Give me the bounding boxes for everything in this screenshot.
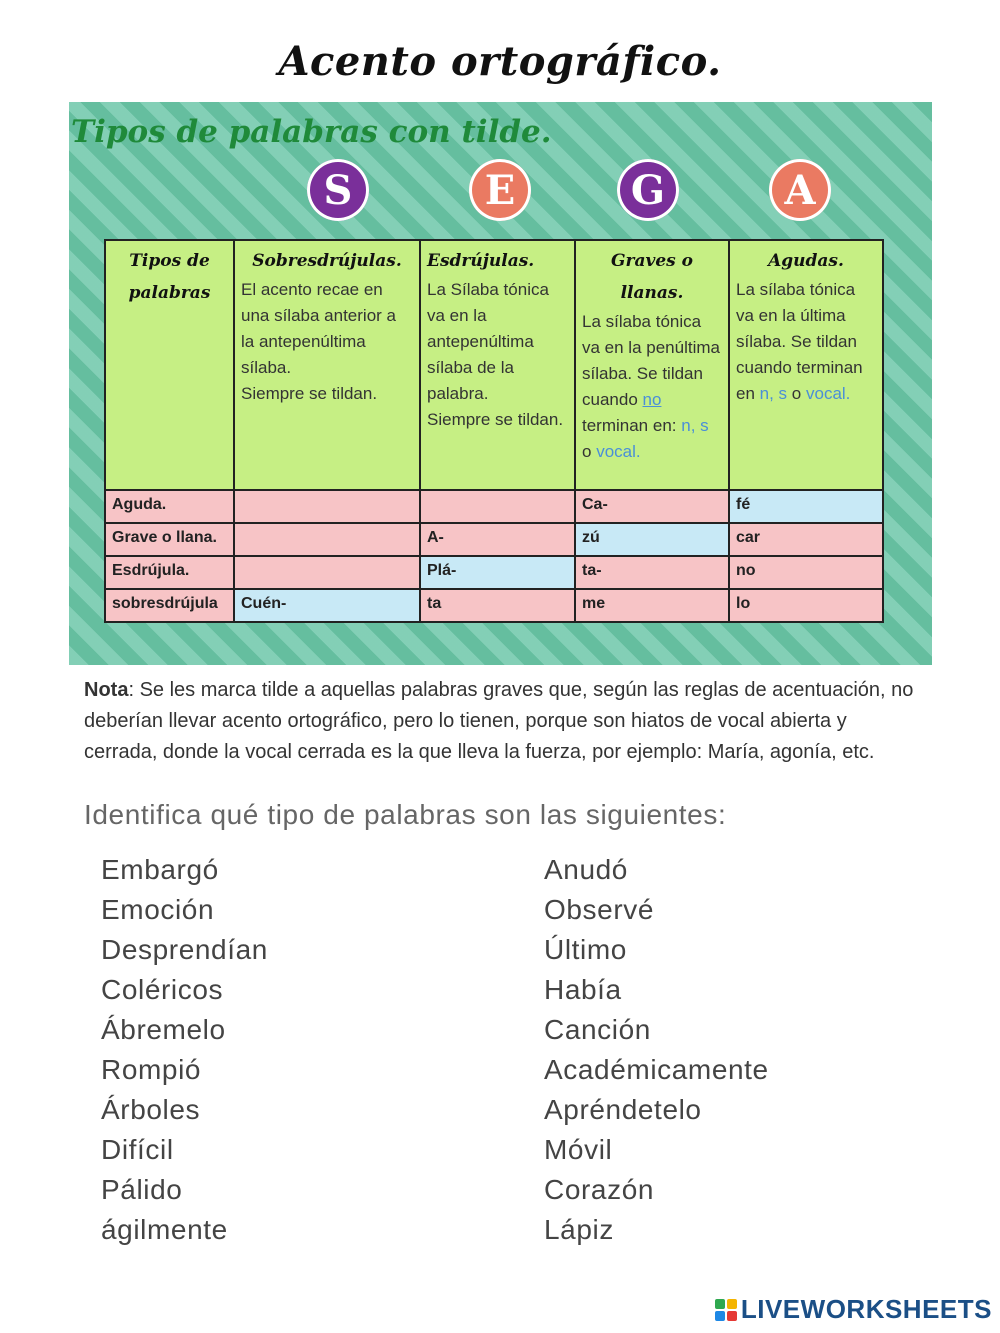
row-label: Grave o llana. [105, 523, 234, 556]
row-cell: me [575, 589, 729, 622]
word-item: Embargó [101, 854, 219, 885]
header-agudas: Agudas. [768, 251, 844, 271]
row-cell: Cuén- [234, 589, 420, 622]
row-cell: car [729, 523, 883, 556]
word-item: Lápiz [544, 1214, 614, 1245]
word-item: Observé [544, 894, 655, 925]
word-list-left [101, 850, 268, 1250]
table-header-row [105, 240, 883, 490]
word-item: Ábremelo [101, 1014, 226, 1045]
liveworksheets-logo-icon [715, 1299, 737, 1321]
word-item: ágilmente [101, 1214, 228, 1245]
word-item: Académicamente [544, 1054, 769, 1085]
row-cell: zú [575, 523, 729, 556]
word-item: Canción [544, 1014, 651, 1045]
desc-graves-o: o [582, 442, 592, 461]
header-sobresdrujulas: Sobresdrújulas. [252, 251, 402, 271]
row-label: sobresdrújula [105, 589, 234, 622]
word-item: Rompió [101, 1054, 202, 1085]
row-cell: ta [420, 589, 575, 622]
desc-agudas-o: o [791, 384, 802, 403]
brand-text: LIVEWORKSHEETS [740, 1294, 992, 1324]
row-cell [420, 490, 575, 523]
badge-g: G [617, 159, 679, 221]
desc-graves-b: terminan en: [582, 416, 677, 435]
row-cell [234, 490, 420, 523]
word-item: Difícil [101, 1134, 174, 1165]
word-item: Emoción [101, 894, 215, 925]
word-types-panel [69, 102, 932, 665]
word-item: Coléricos [101, 974, 224, 1005]
word-list-right [544, 850, 769, 1250]
row-label: Esdrújula. [105, 556, 234, 589]
row-cell: lo [729, 589, 883, 622]
row-cell: ta- [575, 556, 729, 589]
instruction-text: Identifica qué tipo de palabras son las siguientes: [84, 799, 727, 830]
desc2-sobresdrujulas: Siempre se tildan. [241, 384, 378, 403]
header-cell-graves [575, 240, 729, 490]
row-cell [234, 523, 420, 556]
panel-heading: Tipos de palabras con tilde. [71, 114, 552, 150]
desc2-esdrujulas: Siempre se tildan. [427, 410, 564, 429]
header-cell-agudas [729, 240, 883, 490]
desc-agudas [736, 277, 876, 407]
header-cell-tipos [105, 240, 234, 490]
desc-graves-a: La sílaba tónica va en la penúltima sílaba. Se tildan cuando [582, 312, 720, 409]
row-cell: Ca- [575, 490, 729, 523]
desc-graves-no: no [642, 390, 662, 409]
header-cell-sobresdrujulas [234, 240, 420, 490]
note-text: : Se les marca tilde a aquellas palabras graves que, según las reglas de acentuación, no deberían llevar acento ortográfico, pero lo tienen, porque son hiatos de vocal abierta y cerrada, donde la vocal cerrada es la que lleva la fuerza, por ejemplo: María, agonía, etc. [84, 679, 914, 763]
desc-agudas-ns: n, s [759, 384, 788, 403]
row-cell: fé [729, 490, 883, 523]
page-title: Acento ortográfico. [278, 38, 722, 85]
header-esdrujulas: Esdrújulas. [427, 251, 535, 271]
note-paragraph [84, 675, 924, 768]
header-cell-esdrujulas [420, 240, 575, 490]
desc-graves [582, 309, 722, 465]
word-item: Desprendían [101, 934, 268, 965]
word-types-table [104, 239, 884, 623]
table-row-esdrujula [105, 556, 883, 589]
row-cell: A- [420, 523, 575, 556]
row-cell [234, 556, 420, 589]
desc-esdrujulas: La Sílaba tónica va en la antepenúltima sílaba de la palabra. [427, 280, 549, 403]
word-item: Pálido [101, 1174, 183, 1205]
note-label: Nota [84, 679, 129, 701]
row-label: Aguda. [105, 490, 234, 523]
desc-graves-vocal: vocal. [596, 442, 641, 461]
word-item: Móvil [544, 1134, 613, 1165]
row-cell: Plá- [420, 556, 575, 589]
desc-graves-ns: n, s [681, 416, 709, 435]
word-item: Corazón [544, 1174, 655, 1205]
header-graves: Graves o llanas. [610, 251, 693, 303]
table-row-aguda [105, 490, 883, 523]
word-item: Árboles [101, 1094, 201, 1125]
desc-sobresdrujulas: El acento recae en una sílaba anterior a la antepenúltima sílaba. [241, 280, 396, 377]
badge-e: E [469, 159, 531, 221]
desc-agudas-a: La sílaba tónica va en la última sílaba. Se tildan cuando terminan en [736, 280, 863, 403]
badge-a: A [769, 159, 831, 221]
word-item: Apréndetelo [544, 1094, 702, 1125]
word-item: Último [544, 934, 627, 965]
liveworksheets-logo[interactable] [715, 1294, 992, 1325]
word-item: Había [544, 974, 622, 1005]
word-item: Anudó [544, 854, 628, 885]
desc-agudas-vocal: vocal. [806, 384, 851, 403]
table-row-sobresdrujula [105, 589, 883, 622]
badge-s: S [307, 159, 369, 221]
header-tipos: Tipos de palabras [128, 251, 211, 303]
row-cell: no [729, 556, 883, 589]
table-row-grave [105, 523, 883, 556]
